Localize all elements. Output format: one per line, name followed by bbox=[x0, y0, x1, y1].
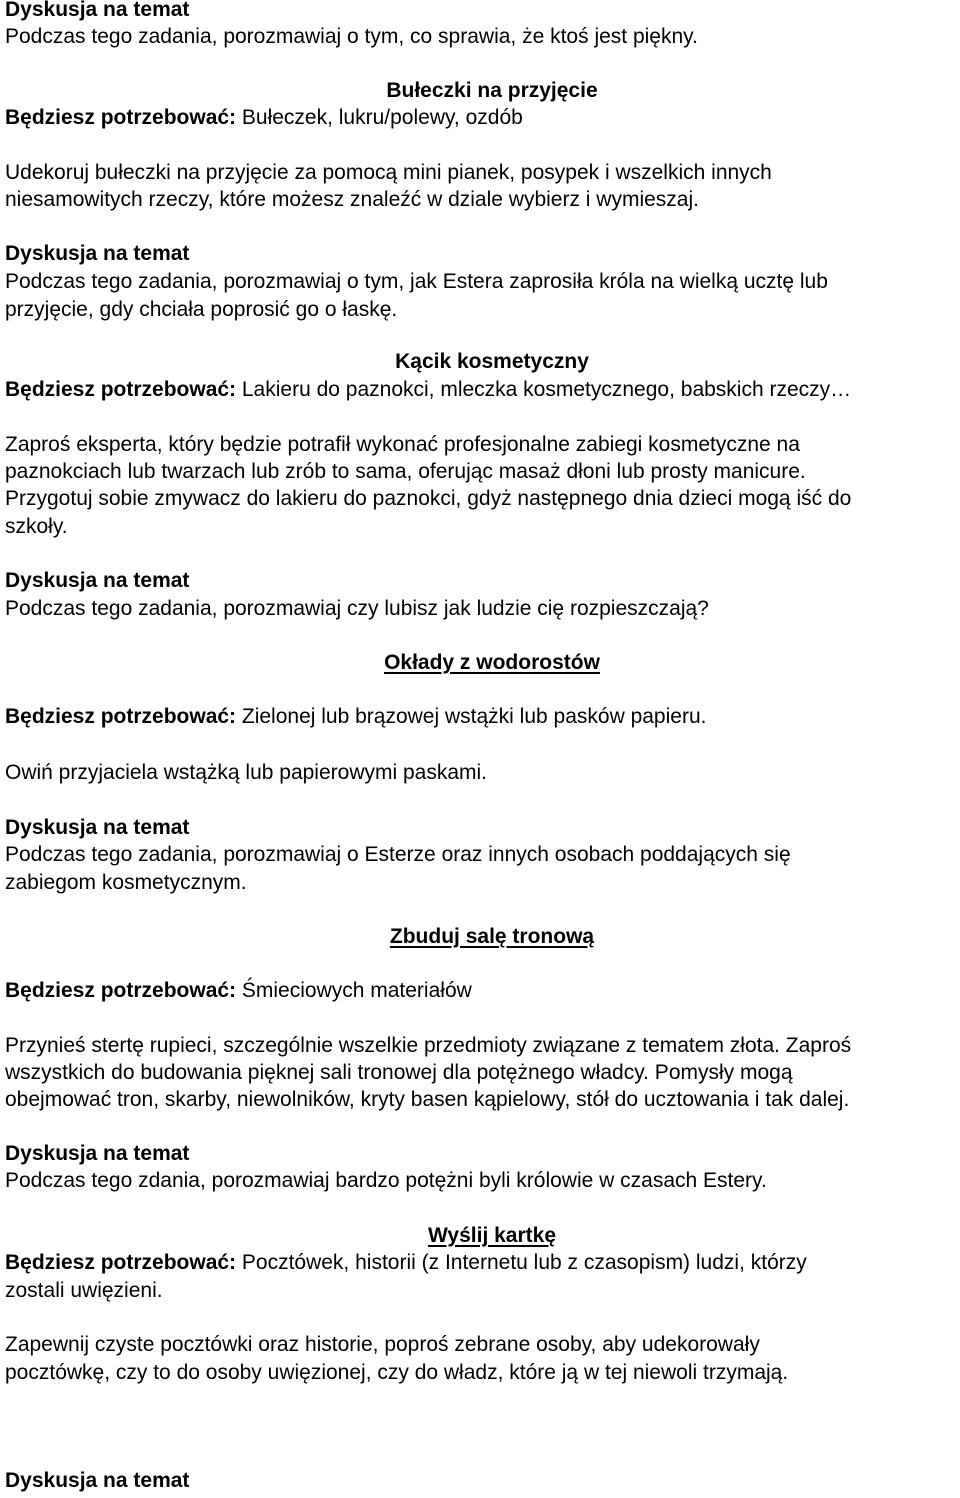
paragraph-line: pocztówkę, czy to do osoby uwięzionej, czy do władz, które ją w tej niewoli trzymają. bbox=[5, 1361, 789, 1384]
discussion-heading: Dyskusja na temat bbox=[5, 0, 190, 21]
needs-label: Będziesz potrzebować: bbox=[5, 705, 237, 728]
needs-text: Zielonej lub brązowej wstążki lub pasków papieru. bbox=[236, 705, 707, 728]
needs-text-continued: zostali uwięzieni. bbox=[5, 1279, 163, 1302]
paragraph-line: Owiń przyjaciela wstążką lub papierowymi paskami. bbox=[5, 761, 488, 784]
discussion-text: zabiegom kosmetycznym. bbox=[5, 871, 247, 894]
needs-label: Będziesz potrzebować: bbox=[5, 979, 237, 1002]
needs-line bbox=[5, 977, 960, 1004]
needs-line bbox=[5, 1249, 960, 1276]
discussion-text: Podczas tego zadania, porozmawiaj czy lubisz jak ludzie cię rozpieszczają? bbox=[5, 597, 709, 620]
paragraph-line: niesamowitych rzeczy, które możesz znaleźć w dziale wybierz i wymieszaj. bbox=[5, 188, 699, 211]
needs-line bbox=[5, 104, 960, 131]
discussion-text: przyjęcie, gdy chciała poprosić go o łaskę. bbox=[5, 298, 398, 321]
section-title: Zbuduj salę tronową bbox=[389, 925, 595, 948]
paragraph-line: paznokciach lub twarzach lub zrób to sama, oferując masaż dłoni lub prosty manicure. bbox=[5, 460, 806, 483]
needs-text: Pocztówek, historii (z Internetu lub z czasopism) ludzi, którzy bbox=[236, 1251, 807, 1274]
discussion-heading: Dyskusja na temat bbox=[5, 569, 190, 592]
discussion-text: Podczas tego zadania, porozmawiaj o tym, co sprawia, że ktoś jest piękny. bbox=[5, 25, 698, 48]
needs-text: Lakieru do paznokci, mleczka kosmetycznego, babskich rzeczy… bbox=[236, 378, 852, 401]
paragraph-line: Przynieś stertę rupieci, szczególnie wszelkie przedmioty związane z tematem złota. Zaproś bbox=[5, 1034, 852, 1057]
paragraph-line: wszystkich do budowania pięknej sali tronowej dla potężnego władcy. Pomysły mogą bbox=[5, 1061, 793, 1084]
discussion-heading: Dyskusja na temat bbox=[5, 816, 190, 839]
paragraph-line: Przygotuj sobie zmywacz do lakieru do paznokci, gdyż następnego dnia dzieci mogą iść do bbox=[5, 487, 852, 510]
section-title: Wyślij kartkę bbox=[427, 1224, 557, 1247]
discussion-text: Podczas tego zadania, porozmawiaj o tym, jak Estera zaprosiła króla na wielką ucztę lub bbox=[5, 270, 828, 293]
paragraph-line: Udekoruj bułeczki na przyjęcie za pomocą mini pianek, posypek i wszelkich innych bbox=[5, 161, 772, 184]
needs-label: Będziesz potrzebować: bbox=[5, 378, 237, 401]
discussion-text: Podczas tego zadania, porozmawiaj o Esterze oraz innych osobach poddających się bbox=[5, 843, 791, 866]
needs-text: Śmieciowych materiałów bbox=[236, 979, 472, 1002]
section-title: Okłady z wodorostów bbox=[384, 651, 600, 674]
needs-line bbox=[5, 376, 960, 403]
paragraph-line: obejmować tron, skarby, niewolników, kryty basen kąpielowy, stół do ucztowania i tak dalej. bbox=[5, 1088, 850, 1111]
discussion-heading: Dyskusja na temat bbox=[5, 242, 190, 265]
paragraph-line: Zaproś eksperta, który będzie potrafił wykonać profesjonalne zabiegi kosmetyczne na bbox=[5, 433, 800, 456]
needs-label: Będziesz potrzebować: bbox=[5, 1251, 237, 1274]
discussion-heading: Dyskusja na temat bbox=[5, 1469, 190, 1492]
section-title: Bułeczki na przyjęcie bbox=[386, 79, 598, 102]
needs-text: Bułeczek, lukru/polewy, ozdób bbox=[236, 106, 523, 129]
needs-label: Będziesz potrzebować: bbox=[5, 106, 237, 129]
discussion-text: Podczas tego zdania, porozmawiaj bardzo potężni byli królowie w czasach Estery. bbox=[5, 1169, 767, 1192]
paragraph-line: Zapewnij czyste pocztówki oraz historie, poproś zebrane osoby, aby udekorowały bbox=[5, 1333, 760, 1356]
section-title: Kącik kosmetyczny bbox=[395, 350, 589, 373]
paragraph-line: szkoły. bbox=[5, 515, 68, 538]
needs-line bbox=[5, 703, 960, 730]
discussion-heading: Dyskusja na temat bbox=[5, 1142, 190, 1165]
